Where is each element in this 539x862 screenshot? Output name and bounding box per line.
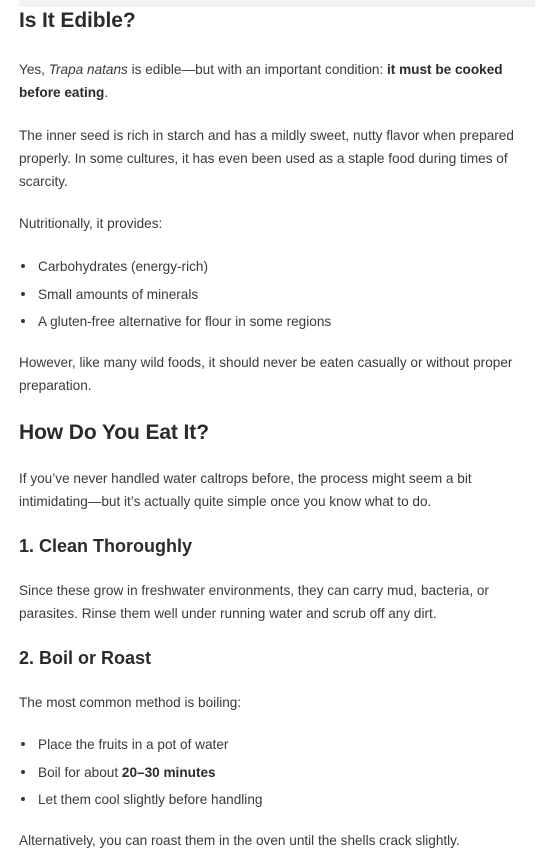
heading-how-do-you-eat: How Do You Eat It? xyxy=(19,421,209,444)
list-item-text: Small amounts of minerals xyxy=(38,286,199,302)
list-item xyxy=(19,788,262,816)
list-item-text: Let them cool slightly before handling xyxy=(38,792,263,807)
intro-text-mid: is edible—but with an important condition: xyxy=(127,62,388,77)
nutrition-list xyxy=(19,255,331,338)
list-item xyxy=(19,310,331,338)
heading-is-it-edible: Is It Edible? xyxy=(19,9,136,32)
list-item-text: Carbohydrates (energy-rich) xyxy=(38,259,208,274)
list-item xyxy=(19,733,262,761)
list-item xyxy=(19,761,262,789)
intro-text-end: . xyxy=(104,85,109,100)
paragraph-eat-intro: If you’ve never handled water caltrops before, the process might seem a bit intimidating—but it’s actually quite simple once you know what to do. xyxy=(19,471,472,509)
list-item xyxy=(19,255,331,283)
intro-text-start: Yes, xyxy=(19,62,49,77)
paragraph-edible-intro xyxy=(19,58,524,104)
boil-duration: 20–30 minutes xyxy=(121,764,216,780)
top-divider xyxy=(19,0,535,7)
cooking-condition: it must be cooked before eating xyxy=(19,62,503,100)
heading-clean-thoroughly: 1. Clean Thoroughly xyxy=(19,536,193,556)
bullet-icon xyxy=(21,797,25,801)
bullet-icon xyxy=(21,742,25,746)
paragraph-clean: Since these grow in freshwater environments, they can carry mud, bacteria, or parasites. Rinse them well under running water and scrub off any dirt. xyxy=(19,583,489,621)
bullet-icon xyxy=(21,319,25,323)
boil-steps-list xyxy=(19,733,262,816)
paragraph-nutrition-lead: Nutritionally, it provides: xyxy=(19,216,163,231)
species-name: Trapa natans xyxy=(48,62,128,77)
list-item xyxy=(19,283,331,311)
bullet-icon xyxy=(21,264,25,268)
paragraph-starch: The inner seed is rich in starch and has a mildly sweet, nutty flavor when prepared properly. In some cultures, it has even been used as a staple food during times of scarcity. xyxy=(19,128,514,189)
list-item-text: A gluten-free alternative for flour in some regions xyxy=(38,314,332,329)
heading-boil-or-roast: 2. Boil or Roast xyxy=(19,648,152,668)
bullet-icon xyxy=(21,292,25,296)
list-item-text: Place the fruits in a pot of water xyxy=(38,737,229,752)
list-item-text: Boil for about xyxy=(38,764,122,780)
paragraph-boil-lead: The most common method is boiling: xyxy=(19,695,242,710)
paragraph-preparation-warning: However, like many wild foods, it should never be eaten casually or without proper preparation. xyxy=(19,355,513,393)
paragraph-roast: Alternatively, you can roast them in the oven until the shells crack slightly. xyxy=(19,833,460,848)
bullet-icon xyxy=(21,770,25,774)
